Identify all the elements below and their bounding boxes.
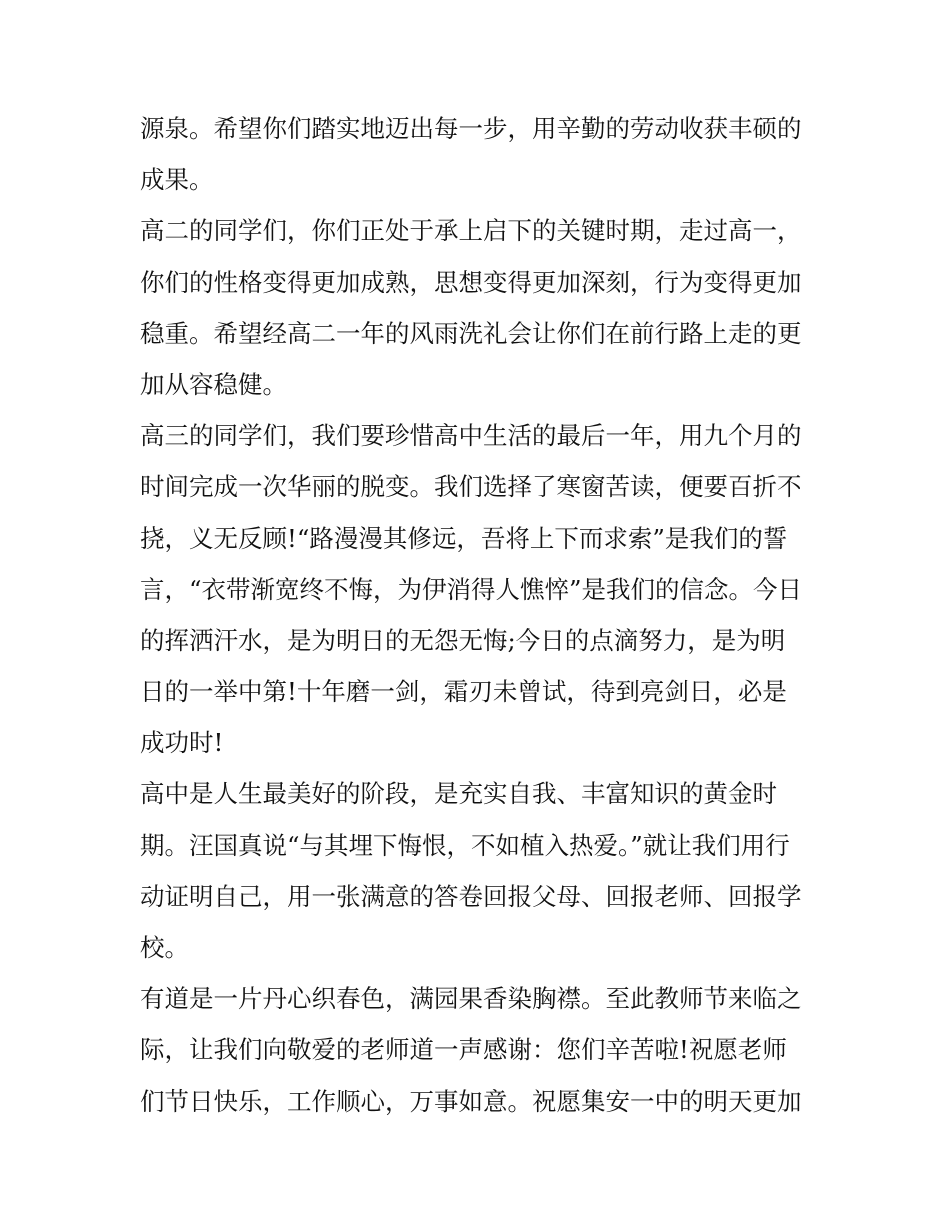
text-line: 际，让我们向敬爱的老师道一声感谢：您们辛苦啦!祝愿老师 bbox=[140, 1035, 787, 1065]
text-line: 挠，义无反顾!“路漫漫其修远，吾将上下而求索”是我们的誓 bbox=[140, 523, 788, 553]
text-line: 的挥洒汗水，是为明日的无怨无悔;今日的点滴努力，是为明 bbox=[140, 625, 786, 655]
text-line: 源泉。希望你们踏实地迈出每一步，用辛勤的劳动收获丰硕的 bbox=[140, 114, 802, 143]
body-text bbox=[140, 103, 820, 1127]
text-line: 时间完成一次华丽的脱变。我们选择了寒窗苦读，便要百折不 bbox=[140, 472, 802, 502]
text-line: 高三的同学们，我们要珍惜高中生活的最后一年，用九个月的 bbox=[140, 421, 802, 451]
text-line: 期。汪国真说“与其埋下悔恨，不如植入热爱。”就让我们用行 bbox=[140, 830, 790, 860]
text-line: 成果。 bbox=[140, 165, 214, 195]
text-line: 高中是人生最美好的阶段，是充实自我、丰富知识的黄金时 bbox=[140, 779, 777, 809]
text-line: 加从容稳健。 bbox=[140, 369, 287, 399]
text-line: 稳重。希望经高二一年的风雨洗礼会让你们在前行路上走的更 bbox=[140, 318, 802, 348]
text-line: 有道是一片丹心织春色，满园果香染胸襟。至此教师节来临之 bbox=[140, 984, 802, 1014]
text-line: 你们的性格变得更加成熟，思想变得更加深刻，行为变得更加 bbox=[140, 267, 802, 297]
text-line: 校。 bbox=[140, 933, 189, 962]
text-line: 们节日快乐，工作顺心，万事如意。祝愿集安一中的明天更加 bbox=[140, 1086, 802, 1116]
text-line: 日的一举中第!十年磨一剑，霜刃未曾试，待到亮剑日，必是 bbox=[140, 677, 787, 707]
text-line: 高二的同学们，你们正处于承上启下的关键时期，走过高一， bbox=[140, 216, 802, 246]
text-line: 成功时! bbox=[140, 728, 224, 758]
text-line: 动证明自己，用一张满意的答卷回报父母、回报老师、回报学 bbox=[140, 881, 802, 911]
text-line: 言，“衣带渐宽终不悔，为伊消得人憔悴”是我们的信念。今日 bbox=[140, 574, 803, 604]
